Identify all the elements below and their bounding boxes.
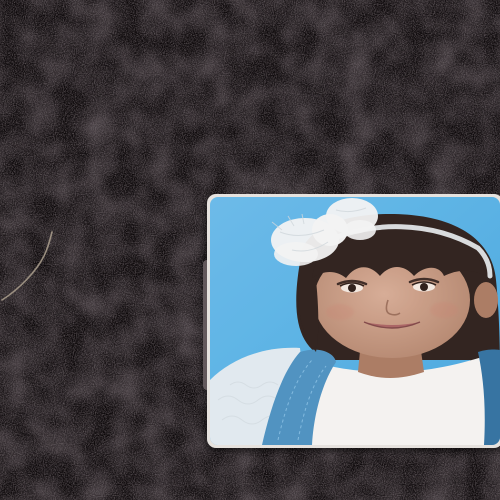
photo-print — [203, 194, 500, 452]
